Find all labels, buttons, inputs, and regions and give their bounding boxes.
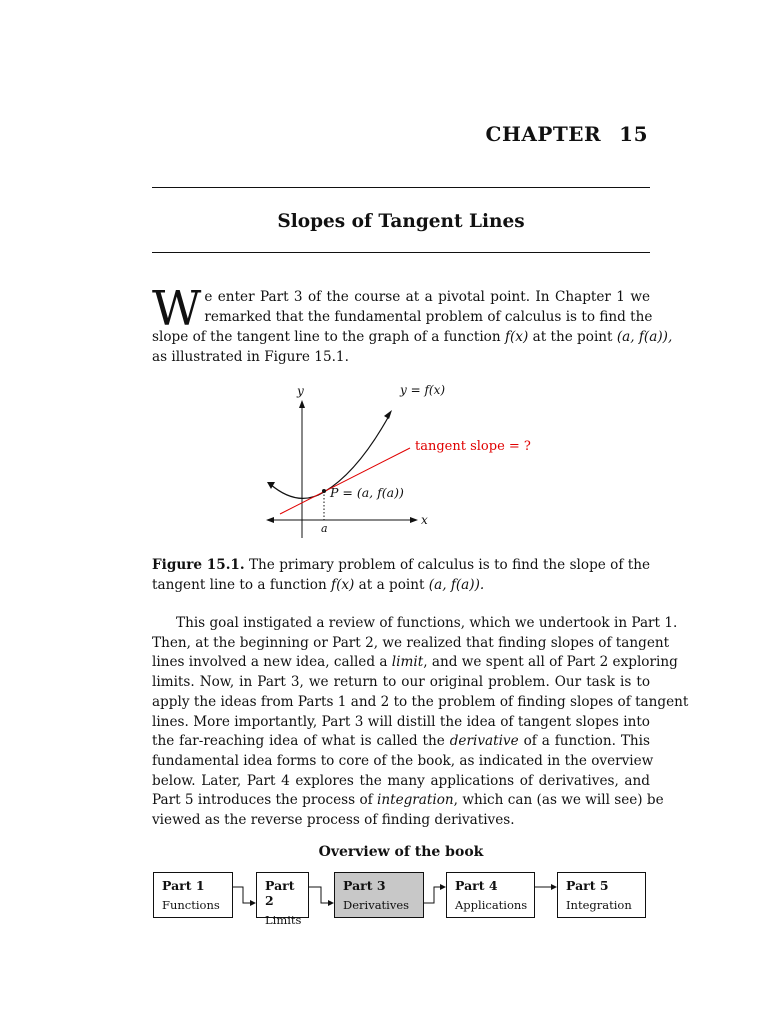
emphasis-derivative: derivative (449, 733, 519, 750)
body-line: fundamental idea forms to core of the book, as indicated in the overview (152, 752, 654, 769)
body-line: apply the ideas from Parts 1 and 2 to the problem of finding slopes of tangent (152, 693, 689, 710)
drop-cap: W (152, 281, 202, 337)
overview-box-part-2 (256, 872, 309, 927)
body-line: Then, at the beginning or Part 2, we realized that finding slopes of tangent (152, 634, 670, 651)
tangent-line (280, 448, 410, 514)
math-point: (a, f(a)). (428, 576, 485, 593)
figure-caption (152, 556, 650, 595)
caption-text: The primary problem of calculus is to find the slope of the (244, 557, 650, 573)
body-line (152, 653, 678, 673)
body-text: , and we spent all of Part 2 exploring (423, 654, 678, 671)
overview-part-topic: Functions (162, 898, 220, 912)
overview-part-topic: Limits (265, 913, 302, 927)
top-rule (152, 187, 650, 188)
emphasis-limit: limit (391, 654, 424, 671)
tangent-slope-label: tangent slope = ? (415, 439, 531, 454)
point-label: P = (a, f(a)) (330, 485, 404, 500)
caption-text: tangent line to a function (152, 576, 332, 593)
body-line (152, 791, 664, 811)
body-text: Part 5 introduces the process of (152, 792, 377, 809)
x-axis-arrow-left (266, 517, 274, 523)
caption-line (152, 556, 650, 576)
x-axis-arrow-right (410, 517, 418, 523)
body-line: This goal instigated a review of functions, which we undertook in Part 1. (176, 615, 678, 631)
overview-part-topic: Applications (455, 898, 528, 912)
body-line: below. Later, Part 4 explores the many applications of derivatives, and (152, 772, 650, 789)
x-axis-label: x (421, 513, 428, 527)
body-line: lines. More importantly, Part 3 will distill the idea of tangent slopes into (152, 713, 650, 730)
caption-text: at a point (354, 576, 429, 593)
overview-part-label: Part 5 (566, 878, 609, 893)
body-text: , which can (as we will see) be (453, 792, 664, 809)
y-axis-arrow (299, 400, 305, 408)
chapter-number: 15 (619, 122, 648, 146)
curve-arrow (384, 410, 392, 419)
overview-arrow (535, 880, 557, 910)
caption-line (152, 576, 650, 596)
body-text: of a function. This (518, 733, 650, 750)
body-paragraph (152, 614, 689, 831)
intro-line: remarked that the fundamental problem of calculus is to find the (204, 308, 653, 325)
overview-arrow (309, 880, 334, 910)
overview-part-topic: Integration (566, 898, 632, 912)
intro-paragraph (152, 281, 673, 367)
overview-title: Overview of the book (318, 844, 484, 860)
body-text: the far-reaching idea of what is called the (152, 733, 450, 750)
overview-part-label: Part 2 (265, 878, 295, 908)
math-fx: f(x) (504, 329, 529, 345)
caption-label: Figure 15.1. (152, 557, 245, 573)
overview-part-topic: Derivatives (343, 898, 410, 912)
curve-left-arrow (267, 482, 275, 489)
overview-box-part-1 (153, 872, 233, 918)
a-label: a (321, 522, 328, 535)
intro-line: e enter Part 3 of the course at a pivotal point. In Chapter 1 we (204, 289, 650, 305)
intro-text: slope of the tangent line to the graph of a function (152, 329, 505, 345)
overview-part-label: Part 1 (162, 878, 205, 893)
curve-label: y = f(x) (400, 383, 446, 397)
figure-15-1 (258, 378, 548, 538)
body-line (152, 732, 650, 752)
overview-arrow (233, 880, 256, 910)
overview-part-label: Part 4 (455, 878, 498, 893)
body-text: lines involved a new idea, called a (152, 654, 392, 671)
overview-arrow (424, 880, 446, 910)
overview-part-label: Part 3 (343, 878, 386, 893)
body-line: limits. Now, in Part 3, we return to our original problem. Our task is to (152, 674, 650, 691)
intro-line: as illustrated in Figure 15.1. (152, 348, 349, 365)
intro-text: at the point (528, 329, 617, 345)
emphasis-integration: integration (377, 792, 454, 809)
chapter-label: CHAPTER (485, 122, 602, 146)
chapter-heading (486, 122, 648, 146)
overview-box-part-5 (557, 872, 646, 918)
bottom-rule (152, 252, 650, 253)
math-fx: f(x) (331, 576, 355, 593)
chapter-title: Slopes of Tangent Lines (277, 211, 525, 232)
intro-line (152, 328, 673, 348)
overview-box-part-4 (446, 872, 535, 918)
y-axis-label: y (297, 384, 304, 398)
overview-box-part-3 (334, 872, 424, 918)
math-point: (a, f(a)), (616, 329, 673, 345)
body-line: viewed as the reverse process of finding derivatives. (152, 812, 515, 829)
